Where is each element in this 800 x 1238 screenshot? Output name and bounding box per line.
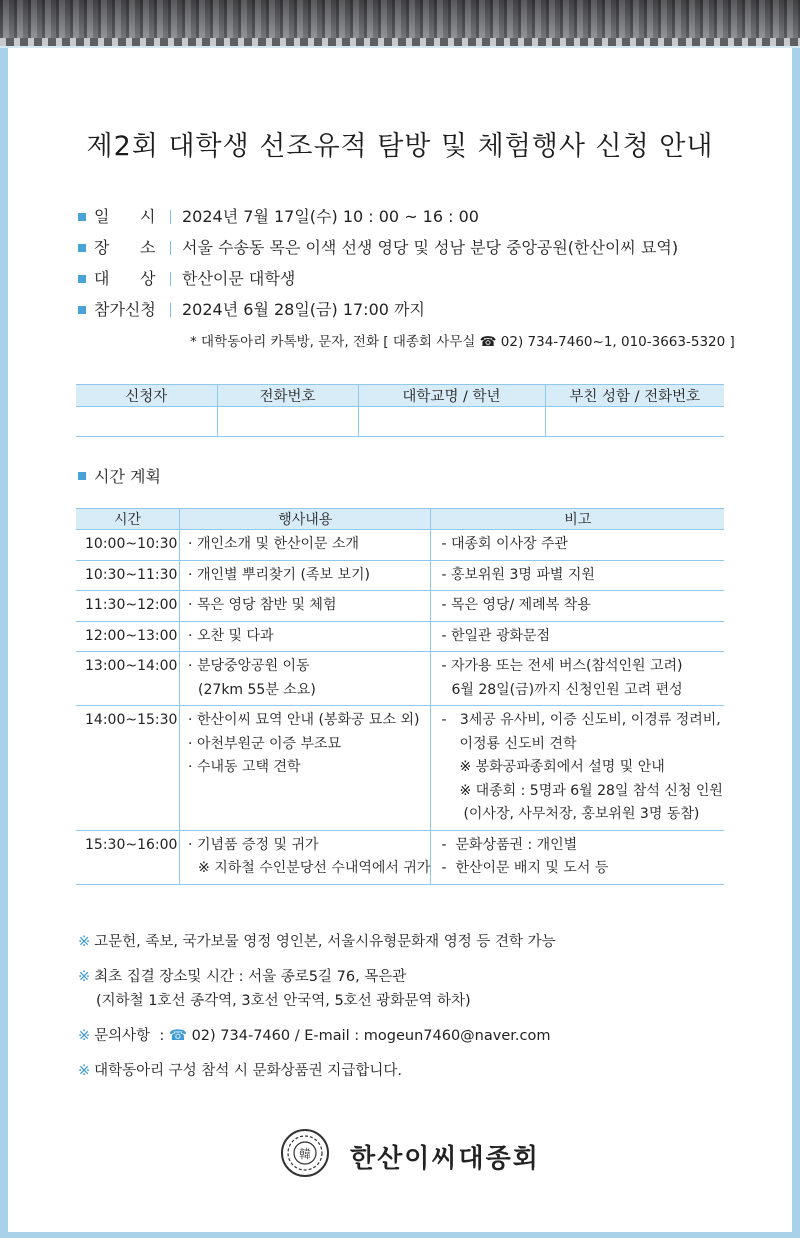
- page-frame-bottom: [0, 1232, 800, 1238]
- note-text: 고문헌, 족보, 국가보물 영정 영인본, 서울시유형문화재 영정 등 견학 가능: [94, 934, 556, 950]
- activity-line: (27km 55분 소요): [198, 681, 316, 698]
- page-title: 제2회 대학생 선조유적 탐방 및 체험행사 신청 안내: [86, 131, 714, 162]
- schedule-time-cell: 13:00~14:00: [76, 652, 180, 706]
- square-bullet-icon: [78, 213, 86, 221]
- schedule-note-cell: [431, 830, 724, 884]
- table-header: 대학교명 / 학년: [358, 385, 545, 407]
- note-line: - 자가용 또는 전세 버스(참석인원 고려): [441, 658, 683, 674]
- note-line: ※ 대종회 : 5명과 6월 28일 참석 신청 인원: [459, 782, 723, 799]
- table-row: [76, 830, 724, 884]
- contact-info[interactable]: 02) 734-7460 / E-mail : mogeun7460@naver.com: [186, 1028, 551, 1044]
- divider: [170, 272, 171, 286]
- note-line: - 3세공 유사비, 이증 신도비, 이경류 정려비,: [441, 712, 721, 728]
- divider: [170, 210, 171, 224]
- note-line: - 목은 영당/ 제례복 착용: [441, 597, 591, 613]
- schedule-note-cell: [431, 530, 724, 561]
- activity-line: · 한산이씨 묘역 안내 (봉화공 묘소 외): [188, 712, 420, 728]
- schedule-activity-cell: [180, 530, 431, 561]
- table-row: [76, 407, 724, 437]
- note-item: [78, 1059, 738, 1083]
- info-value: 2024년 7월 17일(수) 10 : 00 ~ 16 : 00: [182, 207, 479, 226]
- father-name-phone-cell[interactable]: [545, 407, 724, 437]
- table-header: 전화번호: [217, 385, 358, 407]
- note-line: 6월 28일(금)까지 신청인원 고려 편성: [451, 681, 683, 698]
- reference-mark-icon: ※: [78, 1028, 91, 1044]
- note-line: - 대종회 이사장 주관: [441, 536, 569, 552]
- square-bullet-icon: [78, 275, 86, 283]
- phone-cell[interactable]: [217, 407, 358, 437]
- info-apply-row: [78, 299, 738, 330]
- table-header-row: [76, 385, 724, 407]
- organization-name: 한산이씨대종회: [350, 1144, 540, 1174]
- square-bullet-icon: [78, 472, 86, 480]
- schedule-note-cell: [431, 652, 724, 706]
- activity-line: · 개인별 뿌리찾기 (족보 보기): [188, 566, 370, 583]
- reference-mark-icon: ※: [78, 969, 91, 985]
- schedule-note-cell: [431, 621, 724, 652]
- schedule-activity-cell: [180, 621, 431, 652]
- info-label: 참가신청: [94, 300, 156, 319]
- applicant-name-cell[interactable]: [76, 407, 217, 437]
- note-line: (이사장, 사무처장, 홍보위원 3명 동참): [463, 806, 700, 822]
- schedule-activity-cell: [180, 560, 431, 591]
- note-line: 이정룡 신도비 견학: [459, 735, 577, 752]
- note-item: [78, 930, 738, 954]
- note-text: 최초 집결 장소및 시간 : 서울 종로5길 76, 목은관: [94, 969, 407, 985]
- schedule-time-cell: 10:30~11:30: [76, 560, 180, 591]
- info-label: 대 상: [94, 269, 156, 288]
- note-line: - 한일관 광화문점: [441, 627, 551, 644]
- note-item: [78, 965, 738, 1013]
- reference-mark-icon: ※: [78, 1063, 91, 1079]
- activity-line: · 분당중앙공원 이동: [188, 658, 310, 674]
- activity-line: · 수내동 고택 견학: [188, 759, 301, 775]
- table-header: 비고: [431, 509, 724, 530]
- activity-line: · 아천부원군 이증 부조묘: [188, 735, 342, 752]
- note-line: - 홍보위원 3명 파별 지원: [441, 566, 595, 583]
- table-header: 행사내용: [180, 509, 431, 530]
- schedule-note-cell: [431, 591, 724, 622]
- schedule-note-cell: [431, 706, 724, 831]
- schedule-time-cell: 11:30~12:00: [76, 591, 180, 622]
- schedule-heading: [78, 464, 161, 487]
- info-target-row: [78, 268, 738, 299]
- note-line: ※ 봉화공파종회에서 설명 및 안내: [459, 759, 665, 775]
- info-value: 2024년 6월 28일(금) 17:00 까지: [182, 300, 425, 319]
- schedule-activity-cell: [180, 652, 431, 706]
- schedule-time-cell: 10:00~10:30: [76, 530, 180, 561]
- note-text: 대학동아리 구성 참석 시 문화상품권 지급합니다.: [94, 1063, 402, 1079]
- table-header: 신청자: [76, 385, 217, 407]
- roof-tile-banner: [0, 0, 800, 48]
- table-header: 부친 성함 / 전화번호: [545, 385, 724, 407]
- note-text-continued: (지하철 1호선 종각역, 3호선 안국역, 5호선 광화문역 하차): [96, 993, 471, 1009]
- table-row: [76, 530, 724, 561]
- clan-seal-logo: [280, 1128, 330, 1178]
- table-row: [76, 591, 724, 622]
- schedule-heading-label: 시간 계획: [94, 467, 161, 486]
- info-value: 한산이문 대학생: [182, 269, 296, 288]
- page-frame-right: [792, 0, 800, 1238]
- application-table: [76, 384, 724, 437]
- note-text: 문의사항 :: [94, 1028, 169, 1044]
- square-bullet-icon: [78, 306, 86, 314]
- schedule-activity-cell: [180, 706, 431, 831]
- schedule-note-cell: [431, 560, 724, 591]
- activity-line: ※ 지하철 수인분당선 수내역에서 귀가: [198, 860, 431, 876]
- school-grade-cell[interactable]: [358, 407, 545, 437]
- info-date-row: [78, 206, 738, 237]
- footer: [0, 1126, 800, 1186]
- schedule-table: [76, 508, 724, 885]
- info-label: 장 소: [94, 238, 156, 257]
- divider: [170, 241, 171, 255]
- table-row: [76, 621, 724, 652]
- activity-line: · 목은 영당 참반 및 체험: [188, 597, 337, 613]
- table-row: [76, 560, 724, 591]
- event-info: [78, 206, 738, 350]
- note-item: [78, 1024, 738, 1048]
- activity-line: · 오찬 및 다과: [188, 627, 274, 644]
- phone-icon: ☎: [168, 1028, 187, 1044]
- activity-line: · 기념품 증정 및 귀가: [188, 836, 319, 853]
- divider: [170, 303, 171, 317]
- table-header-row: [76, 509, 724, 530]
- schedule-time-cell: 14:00~15:30: [76, 706, 180, 831]
- table-header: 시간: [76, 509, 180, 530]
- schedule-activity-cell: [180, 830, 431, 884]
- notes-section: [78, 930, 738, 1094]
- reference-mark-icon: ※: [78, 934, 91, 950]
- schedule-time-cell: 15:30~16:00: [76, 830, 180, 884]
- note-line: - 한산이문 배지 및 도서 등: [441, 860, 609, 876]
- page-frame-left: [0, 0, 8, 1238]
- schedule-time-cell: 12:00~13:00: [76, 621, 180, 652]
- contact-note: * 대학동아리 카톡방, 문자, 전화 [ 대종회 사무실 ☎ 02) 734-7460~1, 010-3663-5320 ]: [190, 334, 735, 350]
- seal-character: 韓: [298, 1147, 312, 1161]
- activity-line: · 개인소개 및 한산이문 소개: [188, 536, 360, 552]
- table-row: [76, 706, 724, 831]
- table-row: [76, 652, 724, 706]
- note-line: - 문화상품권 : 개인별: [441, 836, 578, 853]
- info-value: 서울 수송동 목은 이색 선생 영당 및 성남 분당 중앙공원(한산이씨 묘역): [182, 238, 679, 257]
- schedule-activity-cell: [180, 591, 431, 622]
- square-bullet-icon: [78, 244, 86, 252]
- info-label: 일 시: [94, 207, 156, 226]
- info-place-row: [78, 237, 738, 268]
